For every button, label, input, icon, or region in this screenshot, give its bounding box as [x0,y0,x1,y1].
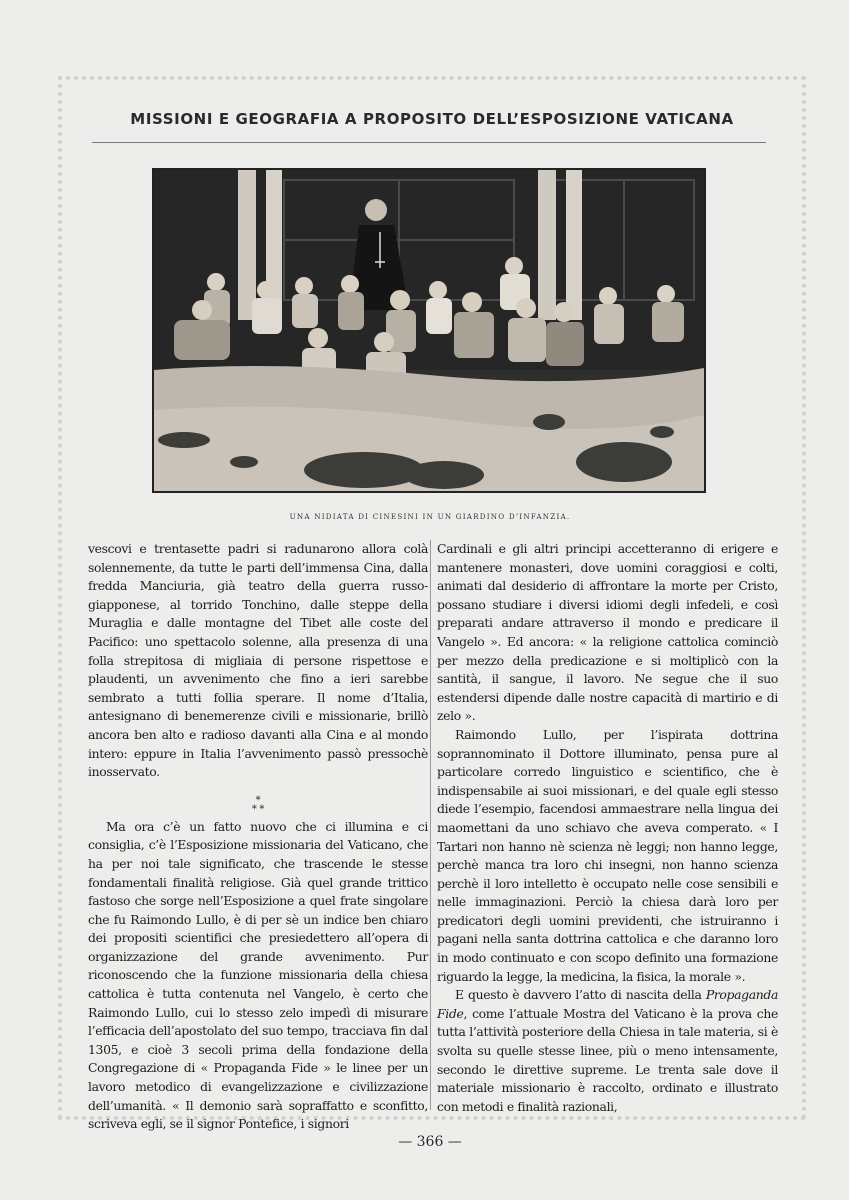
figure-caption: UNA NIDIATA DI CINESINI IN UN GIARDINO D’INFANZIA. [289,512,571,521]
column-rule [430,540,431,1110]
right-paragraph-2: Raimondo Lullo, per l’ispirata dottrina soprannominato il Dottore illuminato, pensa pure al particolare corredo linguistico e scientifico, che è indispensabile ai suoi missionari, e del quale egli stesso diede l’esempio, facendosi ammaestrare nella lingua dei maomettani da uno schiavo che aveva comperato. « I Tartari non hanno nè scienza nè leggi; non hanno legge, perchè manca tra loro chi insegni, non hanno scienza perchè il loro intelletto è occupato nelle cose sensibili e nelle immaginazioni. Perciò la chiesa darà loro per predicatori degli uomini previdenti, che istruiranno i pagani nella santa dottrina cattolica e che daranno loro in modo continuato e con scopo definito una formazione riguardo la legge, la medicina, la fisica, la morale ». [437,726,778,984]
right-paragraph-3-start: E questo è davvero l’atto di nascita della [455,987,706,1003]
right-column [437,540,778,1116]
asterism-bottom: * * [251,803,265,815]
left-paragraph-1: vescovi e trentasette padri si radunarono allora colà solennemente, da tutte le parti dell’immensa Cina, dalla fredda Manciuria, già teatro della guerra russo-giapponese, al torrido Tonchino, dalle steppe della Muraglia e dalle montagne del Tibet alle coste del Pacifico: uno spettacolo solenne, alla presenza di una folla strepitosa di migliaia di persone rispettose e plaudenti, un avvenimento che fino a ieri sarebbe sembrato a tutti follia sperare. Il nome d’Italia, antesignano di benemerenze civili e missionarie, brillò ancora ben alto e radioso davanti alla Cina e al mondo intero: eppure in Italia l’avvenimento passò pressochè inosservato. [88,541,428,780]
title-rule [92,142,766,143]
page-number: — 366 — [398,1134,462,1150]
propaganda-fide-italic: Propaganda Fide [437,987,778,1021]
photograph-children-kindergarten [152,168,706,493]
asterism-top: * [255,794,261,806]
right-paragraph-3 [437,986,778,1116]
left-paragraph-2: Ma ora c’è un fatto nuovo che ci illumina e ci consiglia, c’è l’Esposizione missionaria del Vaticano, che ha per noi tale significato, che trascende le stesse fondamentali finalità religiose. Già quel grande trittico fastoso che sorge nell’Esposizione a quel frate singolare che fu Raimondo Lullo, è di per sè un indice ben chiaro dei propositi scientifici che presiedettero all’opera di organizzazione del grande avvenimento. Pur riconoscendo che la funzione missionaria della chiesa cattolica è tutta contenuta nel Vangelo, è certo che Raimondo Lullo, cui lo stesso zelo impedì di misurare l’efficacia dell’apostolato del suo tempo, tracciava fin dal 1305, e cioè 3 secoli prima della fondazione della Congregazione di « Propaganda Fide » le linee per un lavoro metodico di evangelizzazione e civilizzazione dell’umanità. « Il demonio sarà sopraffatto e sconfitto, scriveva egli, se il signor Pontefice, i signori [88,818,428,1132]
left-column [88,540,428,1134]
running-title: MISSIONI E GEOGRAFIA A PROPOSITO DELL’ESPOSIZIONE VATICANA [130,110,734,128]
section-asterism [88,796,428,814]
right-paragraph-3-end: , come l’attuale Mostra del Vaticano è la prova che tutta l’attività posteriore della Chiesa in tale materia, si è svolta su quelle stesse linee, più o meno intensamente, secondo le direttive supreme. Le trenta sale dove il materiale missionario è raccolto, ordinato e illustrato con metodi e finalità razionali, [437,1005,778,1114]
right-paragraph-1: Cardinali e gli altri principi accetteranno di erigere e mantenere monasteri, dove uomini coraggiosi e colti, animati dal desiderio di affrontare la morte per Cristo, possano studiare i diversi idiomi degli infedeli, e così preparati andare attraverso il mondo e predicare il Vangelo ». Ed ancora: « la religione cattolica cominciò per mezzo della predicazione e si moltiplicò con la santità, il sangue, il lavoro. Ne segue che il suo estendersi dipende dalle nostre capacità di martirio e di zelo ». [437,541,778,724]
